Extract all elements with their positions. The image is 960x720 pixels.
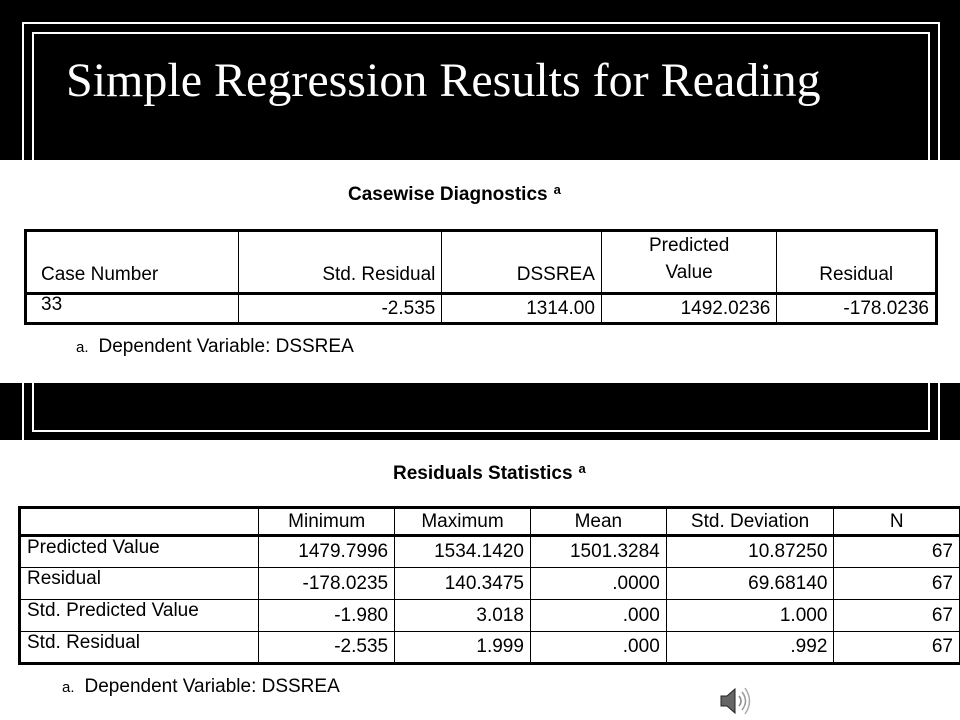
casewise-header-std-residual: Std. Residual: [239, 231, 442, 294]
table-row: [26, 294, 937, 324]
casewise-header-predicted-value: [601, 231, 777, 294]
speaker-icon[interactable]: [718, 684, 754, 718]
residuals-footnote-text: Dependent Variable: DSSREA: [84, 676, 340, 697]
casewise-header-dssrea: DSSREA: [442, 231, 602, 294]
residuals-header-corner: [20, 508, 259, 536]
casewise-header-row: [26, 231, 937, 294]
casewise-header-predicted: Predicted: [649, 235, 730, 256]
residuals-cell-mean: 1501.3284: [530, 536, 666, 568]
casewise-footnote: [76, 336, 354, 358]
residuals-title: [393, 461, 586, 485]
casewise-footnote-letter: a.: [76, 339, 89, 356]
residuals-cell-n: 67: [834, 536, 960, 568]
residuals-row-label: Std. Predicted Value: [20, 600, 259, 632]
casewise-title-text: Casewise Diagnostics: [348, 184, 548, 205]
residuals-cell-n: 67: [834, 568, 960, 600]
residuals-title-superscript: a: [578, 461, 586, 476]
casewise-footnote-text: Dependent Variable: DSSREA: [98, 336, 354, 357]
slide-title: Simple Regression Results for Reading: [66, 54, 821, 107]
residuals-row-label: Std. Residual: [20, 632, 259, 664]
residuals-footnote: [62, 676, 340, 698]
residuals-header-n: N: [834, 508, 960, 536]
residuals-cell-mean: .000: [530, 600, 666, 632]
table-row: [20, 632, 960, 664]
residuals-row-label: Predicted Value: [20, 536, 259, 568]
casewise-header-case-number: Case Number: [26, 231, 239, 294]
residuals-header-maximum: Maximum: [395, 508, 531, 536]
casewise-header-value: Value: [665, 262, 713, 283]
residuals-title-text: Residuals Statistics: [393, 463, 573, 484]
residuals-statistics-panel: [0, 440, 960, 720]
casewise-cell-std-residual: -2.535: [239, 294, 442, 324]
table-row: [20, 536, 960, 568]
casewise-title-superscript: a: [553, 182, 561, 197]
residuals-cell-n: 67: [834, 600, 960, 632]
casewise-cell-case-number: 33: [26, 294, 239, 324]
residuals-cell-maximum: 1534.1420: [395, 536, 531, 568]
residuals-cell-maximum: 1.999: [395, 632, 531, 664]
residuals-cell-std-deviation: 1.000: [666, 600, 834, 632]
residuals-table: [18, 506, 960, 665]
casewise-table: [24, 229, 938, 325]
casewise-title: [348, 182, 561, 206]
residuals-cell-minimum: -2.535: [259, 632, 395, 664]
residuals-cell-mean: .0000: [530, 568, 666, 600]
casewise-header-residual: Residual: [777, 231, 937, 294]
casewise-diagnostics-panel: [0, 160, 960, 383]
residuals-cell-std-deviation: 10.87250: [666, 536, 834, 568]
residuals-footnote-letter: a.: [62, 679, 75, 696]
residuals-header-row: [20, 508, 960, 536]
residuals-cell-std-deviation: .992: [666, 632, 834, 664]
casewise-cell-residual: -178.0236: [777, 294, 937, 324]
residuals-cell-minimum: -178.0235: [259, 568, 395, 600]
table-row: [20, 568, 960, 600]
residuals-header-std-deviation: Std. Deviation: [666, 508, 834, 536]
residuals-cell-minimum: -1.980: [259, 600, 395, 632]
casewise-cell-predicted-value: 1492.0236: [601, 294, 777, 324]
residuals-cell-std-deviation: 69.68140: [666, 568, 834, 600]
residuals-cell-maximum: 3.018: [395, 600, 531, 632]
residuals-row-label: Residual: [20, 568, 259, 600]
residuals-cell-n: 67: [834, 632, 960, 664]
casewise-cell-dssrea: 1314.00: [442, 294, 602, 324]
table-row: [20, 600, 960, 632]
residuals-cell-minimum: 1479.7996: [259, 536, 395, 568]
residuals-header-mean: Mean: [530, 508, 666, 536]
residuals-header-minimum: Minimum: [259, 508, 395, 536]
residuals-cell-maximum: 140.3475: [395, 568, 531, 600]
residuals-cell-mean: .000: [530, 632, 666, 664]
